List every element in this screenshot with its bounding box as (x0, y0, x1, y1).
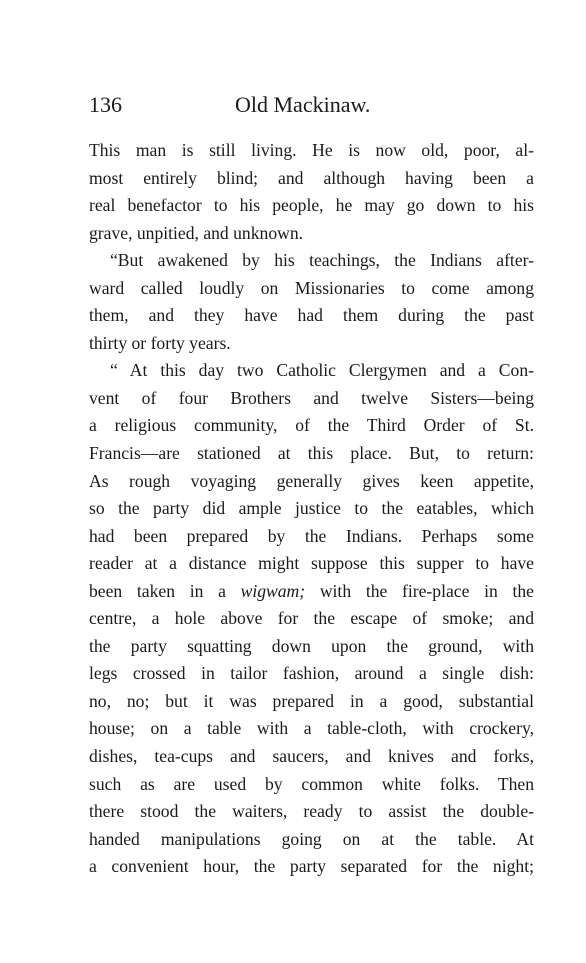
text-line: centre, a hole above for the escape of smoke; and (89, 608, 534, 629)
text-line: real benefactor to his people, he may go down to his (89, 195, 534, 216)
text-line: house; on a table with a table-cloth, with crockery, (89, 718, 534, 739)
text-line: legs crossed in tailor fashion, around a single dish: (89, 663, 534, 684)
text-line: no, no; but it was prepared in a good, substantial (89, 690, 534, 711)
text-line: such as are used by common white folks. Then (89, 773, 534, 794)
text-line: “ At this day two Catholic Clergymen and a Con- (110, 360, 534, 381)
text-line: a religious community, of the Third Order of St. (89, 415, 534, 436)
text-line: dishes, tea-cups and saucers, and knives and forks, (89, 746, 534, 767)
text-line: reader at a distance might suppose this supper to have (89, 553, 534, 574)
text-line: handed manipulations going on at the table. At (89, 828, 534, 849)
text-line: thirty or forty years. (89, 332, 231, 353)
text-line (89, 578, 534, 606)
page-number: 136 (89, 92, 122, 117)
text-line: “But awakened by his teachings, the Indians after- (110, 250, 534, 271)
text-line: there stood the waiters, ready to assist the double- (89, 801, 534, 822)
text-line: most entirely blind; and although having been a (89, 167, 534, 188)
body-text (89, 137, 534, 881)
text-line: them, and they have had them during the past (89, 305, 534, 326)
running-title: Old Mackinaw. (235, 92, 371, 117)
text-line: so the party did ample justice to the eatables, which (89, 498, 534, 519)
text-line: ward called loudly on Missionaries to come among (89, 277, 534, 298)
text-line: had been prepared by the Indians. Perhaps some (89, 525, 534, 546)
text-line: As rough voyaging generally gives keen appetite, (89, 470, 534, 491)
italic-word: wigwam; (240, 580, 306, 601)
text-line: This man is still living. He is now old, poor, al- (89, 140, 534, 160)
text-line: the party squatting down upon the ground, with (89, 635, 534, 656)
text-segment: been taken in a (89, 580, 241, 601)
text-segment: with the fire-place in the (305, 580, 534, 601)
text-line: Francis—are stationed at this place. But, to return: (89, 443, 534, 464)
page-header (89, 92, 534, 122)
text-line: vent of four Brothers and twelve Sisters—being (89, 387, 534, 408)
text-line: a convenient hour, the party separated for the night; (89, 856, 534, 877)
text-line: grave, unpitied, and unknown. (89, 222, 304, 243)
